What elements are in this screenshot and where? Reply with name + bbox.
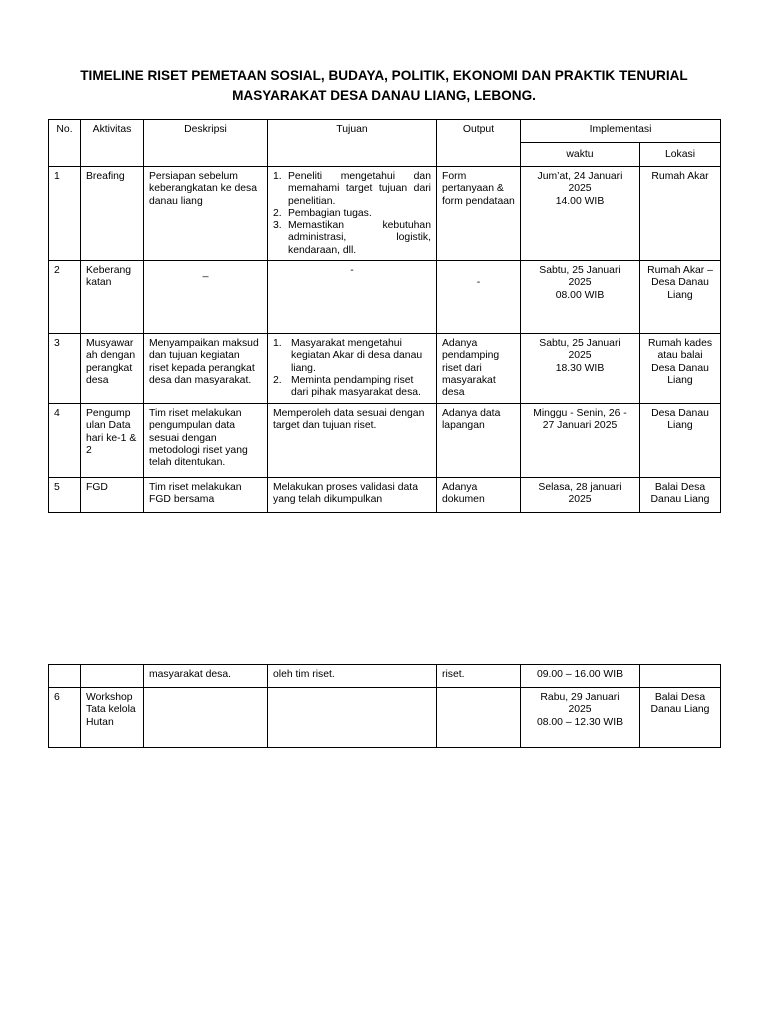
- cell-deskripsi: Tim riset melakukan FGD bersama: [144, 478, 268, 513]
- cell-waktu: Rabu, 29 Januari 2025 08.00 – 12.30 WIB: [521, 688, 640, 748]
- cell-lokasi: Desa Danau Liang: [640, 404, 721, 478]
- cell-tujuan: -: [268, 261, 437, 334]
- header-no: No.: [49, 120, 81, 167]
- header-implementasi: Implementasi: [521, 120, 721, 143]
- list-item: 3. Memastikan kebutuhan administrasi, logistik, kendaraan, dll.: [273, 220, 431, 256]
- cell-aktivitas: [81, 665, 144, 688]
- table-row: [49, 478, 721, 513]
- cell-output: [437, 688, 521, 748]
- timeline-table: [48, 119, 721, 513]
- cell-lokasi: Balai Desa Danau Liang: [640, 688, 721, 748]
- cell-tujuan: oleh tim riset.: [268, 665, 437, 688]
- header-output: Output: [437, 120, 521, 167]
- header-aktivitas: Aktivitas: [81, 120, 144, 167]
- cell-tujuan: Memperoleh data sesuai dengan target dan tujuan riset.: [268, 404, 437, 478]
- cell-deskripsi: _: [144, 261, 268, 334]
- cell-no: [49, 665, 81, 688]
- table-row: [49, 688, 721, 748]
- table-row: [49, 404, 721, 478]
- cell-waktu: Jum’at, 24 Januari 2025 14.00 WIB: [521, 167, 640, 261]
- cell-waktu: Sabtu, 25 Januari 2025 08.00 WIB: [521, 261, 640, 334]
- table-row: [49, 261, 721, 334]
- cell-deskripsi: [144, 688, 268, 748]
- cell-waktu: Sabtu, 25 Januari 2025 18.30 WIB: [521, 334, 640, 404]
- list-item: 1. Peneliti mengetahui dan memahami target tujuan dari penelitian.: [273, 171, 431, 207]
- cell-tujuan: Melakukan proses validasi data yang telah dikumpulkan: [268, 478, 437, 513]
- tujuan-list: [273, 171, 431, 257]
- timeline-table-continuation: [48, 664, 721, 748]
- list-item: 2. Pembagian tugas.: [273, 207, 372, 219]
- cell-lokasi: Rumah kades atau balai Desa Danau Liang: [640, 334, 721, 404]
- cell-output: riset.: [437, 665, 521, 688]
- cell-waktu: Minggu - Senin, 26 - 27 Januari 2025: [521, 404, 640, 478]
- cell-aktivitas: Workshop Tata kelola Hutan: [81, 688, 144, 748]
- header-lokasi: Lokasi: [640, 143, 721, 167]
- cell-lokasi: [640, 665, 721, 688]
- cell-waktu: 09.00 – 16.00 WIB: [521, 665, 640, 688]
- cell-no: 4: [49, 404, 81, 478]
- tujuan-list: [273, 338, 431, 399]
- header-deskripsi: Deskripsi: [144, 120, 268, 167]
- cell-output: Form pertanyaan & form pendataan: [437, 167, 521, 261]
- title-line-2: MASYARAKAT DESA DANAU LIANG, LEBONG.: [232, 88, 536, 103]
- cell-lokasi: Balai Desa Danau Liang: [640, 478, 721, 513]
- cell-aktivitas: Musyawar ah dengan perangkat desa: [81, 334, 144, 404]
- cell-output: Adanya dokumen: [437, 478, 521, 513]
- list-item: 1. Masyarakat mengetahui kegiatan Akar di desa danau liang.: [273, 338, 423, 374]
- cell-deskripsi: masyarakat desa.: [144, 665, 268, 688]
- document-title: [0, 66, 768, 106]
- cell-tujuan: [268, 334, 437, 404]
- cell-no: 6: [49, 688, 81, 748]
- cell-aktivitas: Breafing: [81, 167, 144, 261]
- table-row: [49, 665, 721, 688]
- cell-tujuan: [268, 167, 437, 261]
- cell-lokasi: Rumah Akar – Desa Danau Liang: [640, 261, 721, 334]
- cell-lokasi: Rumah Akar: [640, 167, 721, 261]
- cell-output: Adanya pendamping riset dari masyarakat desa: [437, 334, 521, 404]
- cell-output: -: [437, 261, 521, 334]
- cell-tujuan: [268, 688, 437, 748]
- cell-no: 2: [49, 261, 81, 334]
- cell-waktu: Selasa, 28 januari 2025: [521, 478, 640, 513]
- cell-deskripsi: Menyampaikan maksud dan tujuan kegiatan riset kepada perangkat desa dan masyarakat.: [144, 334, 268, 404]
- table-row: [49, 334, 721, 404]
- cell-aktivitas: Keberang katan: [81, 261, 144, 334]
- header-waktu: waktu: [521, 143, 640, 167]
- cell-output: Adanya data lapangan: [437, 404, 521, 478]
- cell-no: 5: [49, 478, 81, 513]
- table-row: [49, 167, 721, 261]
- cell-no: 3: [49, 334, 81, 404]
- cell-no: 1: [49, 167, 81, 261]
- cell-deskripsi: Persiapan sebelum keberangkatan ke desa danau liang: [144, 167, 268, 261]
- list-item: 2. Meminta pendamping riset dari pihak masyarakat desa.: [273, 374, 421, 399]
- cell-aktivitas: FGD: [81, 478, 144, 513]
- title-line-1: TIMELINE RISET PEMETAAN SOSIAL, BUDAYA, POLITIK, EKONOMI DAN PRAKTIK TENURIAL: [80, 68, 688, 83]
- cell-deskripsi: Tim riset melakukan pengumpulan data sesuai dengan metodologi riset yang telah ditentukan.: [144, 404, 268, 478]
- header-row: [49, 120, 721, 143]
- header-tujuan: Tujuan: [268, 120, 437, 167]
- cell-aktivitas: Pengump ulan Data hari ke-1 & 2: [81, 404, 144, 478]
